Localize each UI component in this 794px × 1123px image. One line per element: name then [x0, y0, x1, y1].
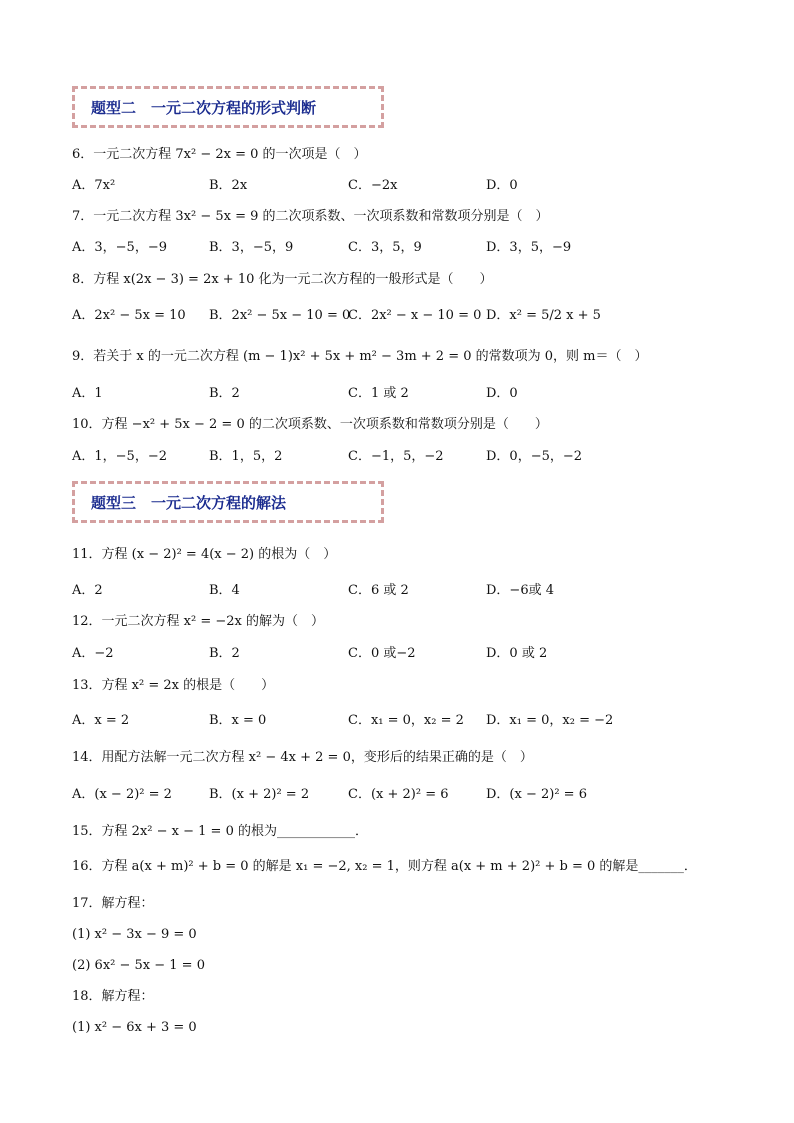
option-b: B．(x + 2)² = 2 [209, 787, 310, 802]
question-17: 17．解方程： [72, 896, 154, 911]
question-7: 7．一元二次方程 3x² − 5x = 9 的二次项系数、一次项系数和常数项分别是（ ） [72, 209, 549, 224]
option-c: C．−2x [348, 178, 398, 193]
question-18-part-1: (1) x² − 6x + 3 = 0 [72, 1020, 197, 1035]
option-b: B．3，−5，9 [209, 240, 294, 255]
option-a: A．−2 [72, 646, 114, 661]
question-18: 18．解方程： [72, 989, 154, 1004]
question-12: 12．一元二次方程 x² = −2x 的解为（ ） [72, 614, 325, 629]
option-d: D．x₁ = 0，x₂ = −2 [486, 713, 614, 728]
option-a: A．2 [72, 583, 103, 598]
question-17-part-2: (2) 6x² − 5x − 1 = 0 [72, 958, 205, 973]
section-header-type-2 [72, 86, 384, 128]
question-14: 14．用配方法解一元二次方程 x² − 4x + 2 = 0，变形后的结果正确的是（ ） [72, 750, 533, 765]
option-a: A．3，−5，−9 [72, 240, 167, 255]
section-title: 题型二 一元二次方程的形式判断 [91, 99, 317, 117]
option-c: C．6 或 2 [348, 583, 409, 598]
option-d: D．x² = 5/2 x + 5 [486, 308, 601, 323]
option-c: C．x₁ = 0，x₂ = 2 [348, 713, 464, 728]
option-c: C．(x + 2)² = 6 [348, 787, 449, 802]
option-a: A．1，−5，−2 [72, 449, 167, 464]
option-d: D．0 或 2 [486, 646, 548, 661]
question-9: 9．若关于 x 的一元二次方程 (m − 1)x² + 5x + m² − 3m + 2 = 0 的常数项为 0，则 m＝（ ） [72, 349, 648, 364]
option-b: B．2 [209, 386, 240, 401]
option-a: A．1 [72, 386, 103, 401]
option-d: D．3，5，−9 [486, 240, 572, 255]
question-6: 6．一元二次方程 7x² − 2x = 0 的一次项是（ ） [72, 147, 367, 162]
option-c: C．−1，5，−2 [348, 449, 444, 464]
option-d: D．(x − 2)² = 6 [486, 787, 587, 802]
option-b: B．2x [209, 178, 248, 193]
option-d: D．−6或 4 [486, 583, 554, 598]
section-header-type-3 [72, 481, 384, 523]
option-a: A．7x² [72, 178, 116, 193]
option-b: B．4 [209, 583, 240, 598]
question-11: 11．方程 (x − 2)² = 4(x − 2) 的根为（ ） [72, 547, 337, 562]
question-13: 13．方程 x² = 2x 的根是（ ） [72, 678, 275, 693]
question-15: 15．方程 2x² − x − 1 = 0 的根为____________． [72, 824, 368, 839]
option-c: C．1 或 2 [348, 386, 409, 401]
option-a: A．x = 2 [72, 713, 130, 728]
option-d: D．0 [486, 178, 518, 193]
option-d: D．0，−5，−2 [486, 449, 583, 464]
question-10: 10．方程 −x² + 5x − 2 = 0 的二次项系数、一次项系数和常数项分别是（ ） [72, 417, 548, 432]
option-d: D．0 [486, 386, 518, 401]
question-8: 8．方程 x(2x − 3) = 2x + 10 化为一元二次方程的一般形式是（ ） [72, 272, 493, 287]
option-c: C．3，5，9 [348, 240, 422, 255]
section-title: 题型三 一元二次方程的解法 [91, 494, 287, 512]
option-a: A．2x² − 5x = 10 [72, 308, 186, 323]
option-b: B．2 [209, 646, 240, 661]
option-b: B．x = 0 [209, 713, 267, 728]
option-a: A．(x − 2)² = 2 [72, 787, 172, 802]
option-c: C．2x² − x − 10 = 0 [348, 308, 482, 323]
option-c: C．0 或−2 [348, 646, 416, 661]
question-16: 16．方程 a(x + m)² + b = 0 的解是 x₁ = −2, x₂ = 1，则方程 a(x + m + 2)² + b = 0 的解是_______． [72, 859, 697, 874]
option-b: B．2x² − 5x − 10 = 0 [209, 308, 351, 323]
question-17-part-1: (1) x² − 3x − 9 = 0 [72, 927, 197, 942]
option-b: B．1，5，2 [209, 449, 283, 464]
